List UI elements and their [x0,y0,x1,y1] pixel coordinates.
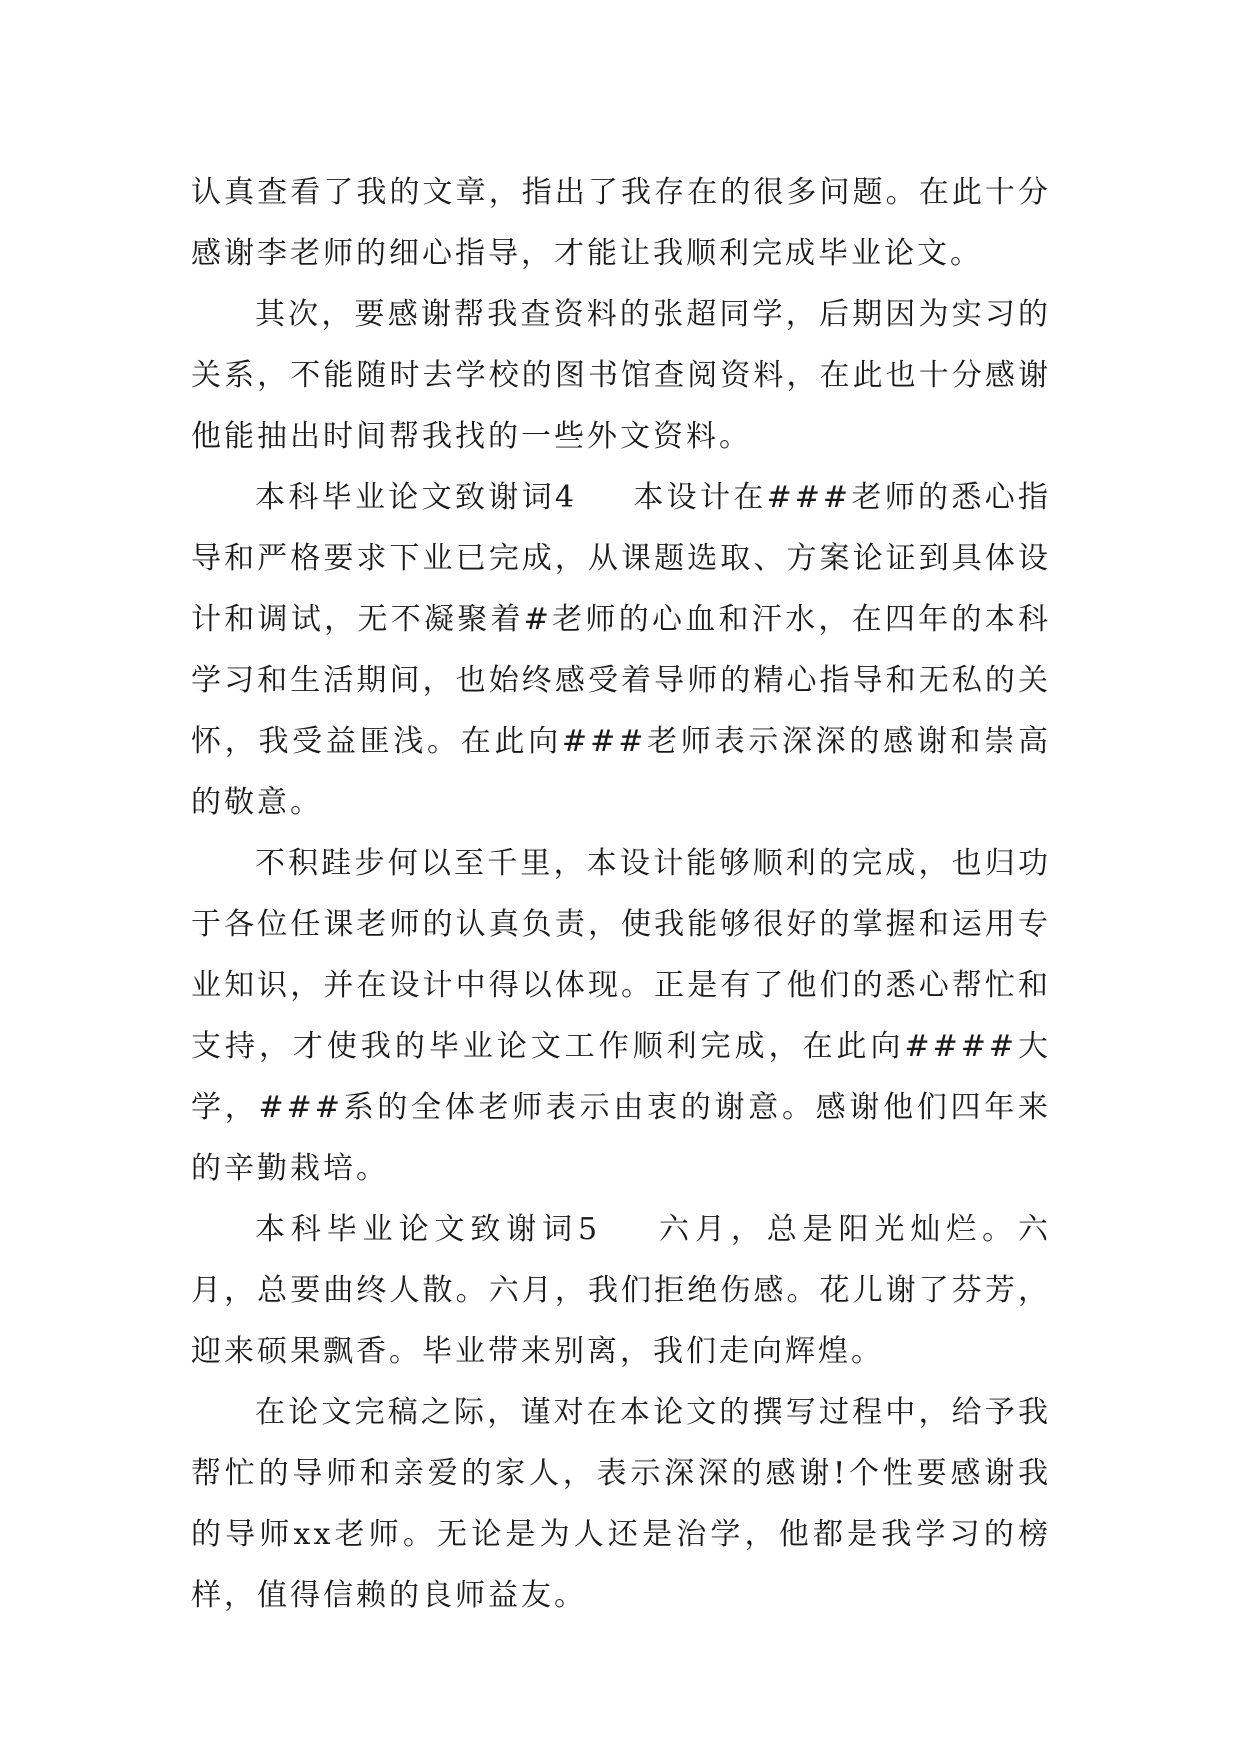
paragraph-1 [191,162,1051,284]
paragraph-6 [191,1382,1051,1626]
paragraph-4 [191,833,1051,1199]
paragraph-5 [191,1199,1051,1382]
paragraph-1-text: 认真查看了我的文章，指出了我存在的很多问题。在此十分感谢李老师的细心指导，才能让我顺利完成毕业论文。 [191,175,1051,271]
section-heading-5: 本科毕业论文致谢词5 [255,1212,601,1247]
document-body [191,162,1051,1626]
paragraph-5-text: 六月，总是阳光灿烂。六月，总要曲终人散。六月，我们拒绝伤感。花儿谢了芬芳，迎来硕果飘香。毕业带来别离，我们走向辉煌。 [191,1212,1052,1369]
paragraph-4-text: 不积跬步何以至千里，本设计能够顺利的完成，也归功于各位任课老师的认真负责，使我能够很好的掌握和运用专业知识，并在设计中得以体现。正是有了他们的悉心帮忙和支持，才使我的毕业论文工作顺利完成，在此向####大学，###系的全体老师表示由衷的谢意。感谢他们四年来的辛勤栽培。 [191,846,1051,1186]
paragraph-3-text: 本设计在###老师的悉心指导和严格要求下业已完成，从课题选取、方案论证到具体设计和调试，无不凝聚着#老师的心血和汗水，在四年的本科学习和生活期间，也始终感受着导师的精心指导和无私的关怀，我受益匪浅。在此向###老师表示深深的感谢和崇高的敬意。 [191,480,1051,820]
section-heading-4: 本科毕业论文致谢词4 [255,480,578,515]
paragraph-2 [191,284,1051,467]
paragraph-6-text: 在论文完稿之际，谨对在本论文的撰写过程中，给予我帮忙的导师和亲爱的家人，表示深深的感谢!个性要感谢我的导师xx老师。无论是为人还是治学，他都是我学习的榜样，值得信赖的良师益友。 [191,1395,1051,1613]
paragraph-2-text: 其次，要感谢帮我查资料的张超同学，后期因为实习的关系，不能随时去学校的图书馆查阅资料，在此也十分感谢他能抽出时间帮我找的一些外文资料。 [191,297,1051,454]
paragraph-3 [191,467,1051,833]
